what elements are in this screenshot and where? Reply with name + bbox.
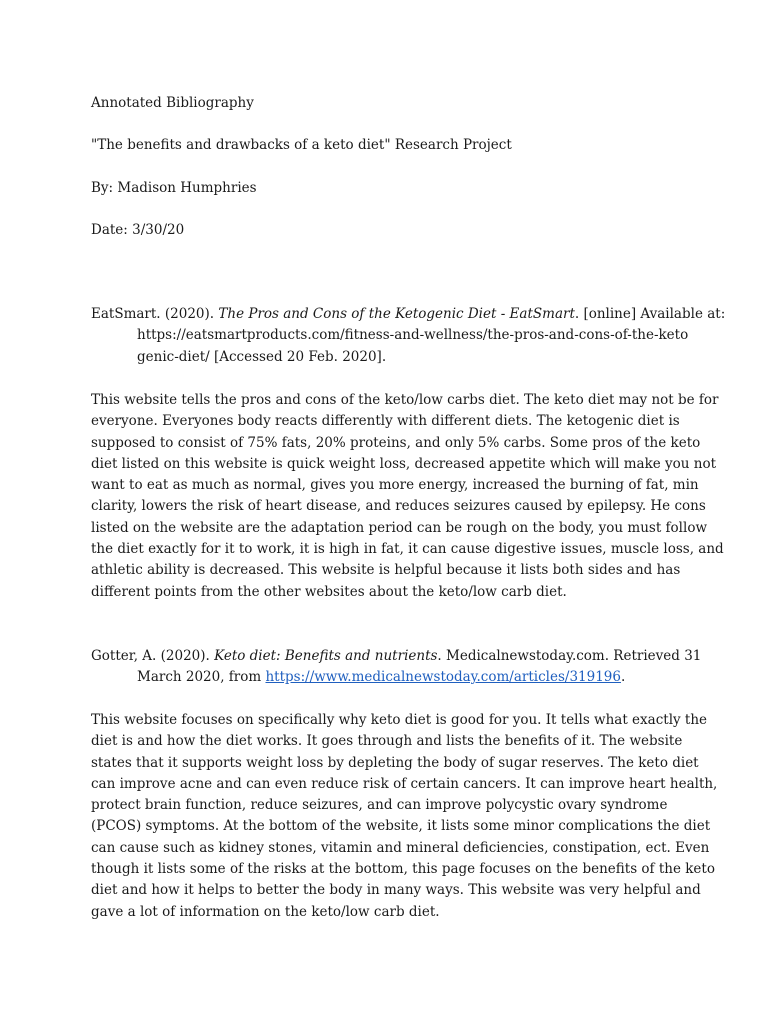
annotation-line: can cause such as kidney stones, vitamin and mineral deficiencies, constipation, ect. Even: [91, 839, 710, 856]
citation-line-1: [91, 646, 702, 667]
citation-eatsmart: [91, 304, 726, 368]
project-title: "The benefits and drawbacks of a keto diet" Research Project: [91, 137, 512, 153]
medicalnewstoday-link[interactable]: https://www.medicalnewstoday.com/articles/319196: [265, 669, 621, 686]
citation-prefix: Gotter, A. (2020).: [91, 648, 215, 664]
annotation-line: diet and how it helps to better the body in many ways. This website was very helpful and: [91, 882, 701, 899]
citation-after-title: . Medicalnewstoday.com. Retrieved 31: [437, 648, 702, 664]
document-title: Annotated Bibliography: [91, 95, 254, 111]
annotation-line: different points from the other websites about the keto/low carb diet.: [91, 583, 567, 600]
annotation-line: everyone. Everyones body reacts differently with different diets. The ketogenic diet is: [91, 413, 680, 430]
annotation-line: gave a lot of information on the keto/low carb diet.: [91, 903, 440, 920]
annotation-line: (PCOS) symptoms. At the bottom of the website, it lists some minor complications the diet: [91, 818, 711, 835]
annotation-line: protect brain function, reduce seizures, and can improve polycystic ovary syndrome: [91, 797, 668, 814]
annotation-line: This website tells the pros and cons of the keto/low carbs diet. The keto diet may not be for: [91, 392, 719, 408]
annotation-line: athletic ability is decreased. This website is helpful because it lists both sides and has: [91, 562, 681, 579]
citation-line-1: [91, 304, 726, 325]
citation-url-line: https://eatsmartproducts.com/fitness-and-wellness/the-pros-and-cons-of-the-keto: [137, 327, 689, 344]
citation-retrieved-prefix: March 2020, from: [137, 669, 266, 686]
citation-gotter: [91, 646, 702, 689]
annotation-line: though it lists some of the risks at the bottom, this page focuses on the benefits of the keto: [91, 861, 715, 878]
citation-title: Keto diet: Benefits and nutrients: [214, 648, 438, 664]
annotation-line: This website focuses on specifically why keto diet is good for you. It tells what exactly the: [91, 712, 708, 728]
annotation-line: states that it supports weight loss by depleting the body of sugar reserves. The keto diet: [91, 754, 699, 771]
date-line: Date: 3/30/20: [91, 222, 185, 238]
citation-retrieved-suffix: .: [620, 669, 626, 686]
annotation-eatsmart: [91, 390, 724, 603]
citation-title: The Pros and Cons of the Ketogenic Diet - EatSmart: [218, 306, 575, 322]
annotation-line: supposed to consist of 75% fats, 20% proteins, and only 5% carbs. Some pros of the keto: [91, 434, 701, 451]
annotation-line: diet is and how the diet works. It goes through and lists the benefits of it. The website: [91, 733, 683, 750]
citation-after-title: . [online] Available at:: [574, 306, 726, 322]
annotation-line: want to eat as much as normal, gives you more energy, increased the burning of fat, min: [91, 477, 699, 494]
citation-accessed-line: genic-diet/ [Accessed 20 Feb. 2020].: [137, 348, 387, 365]
annotation-line: clarity, lowers the risk of heart disease, and reduces seizures caused by epilepsy. He cons: [91, 498, 706, 515]
annotation-line: diet listed on this website is quick weight loss, decreased appetite which will make you not: [91, 455, 717, 472]
annotation-gotter: [91, 710, 718, 923]
citation-prefix: EatSmart. (2020).: [91, 306, 219, 322]
annotation-line: listed on the website are the adaptation period can be rough on the body, you must follow: [91, 519, 708, 536]
author-line: By: Madison Humphries: [91, 180, 257, 196]
annotation-line: can improve acne and can even reduce risk of certain cancers. It can improve heart health,: [91, 775, 718, 792]
citation-retrieved-line: [91, 667, 691, 688]
annotation-line: the diet exactly for it to work, it is high in fat, it can cause digestive issues, muscle loss, and: [91, 541, 724, 558]
